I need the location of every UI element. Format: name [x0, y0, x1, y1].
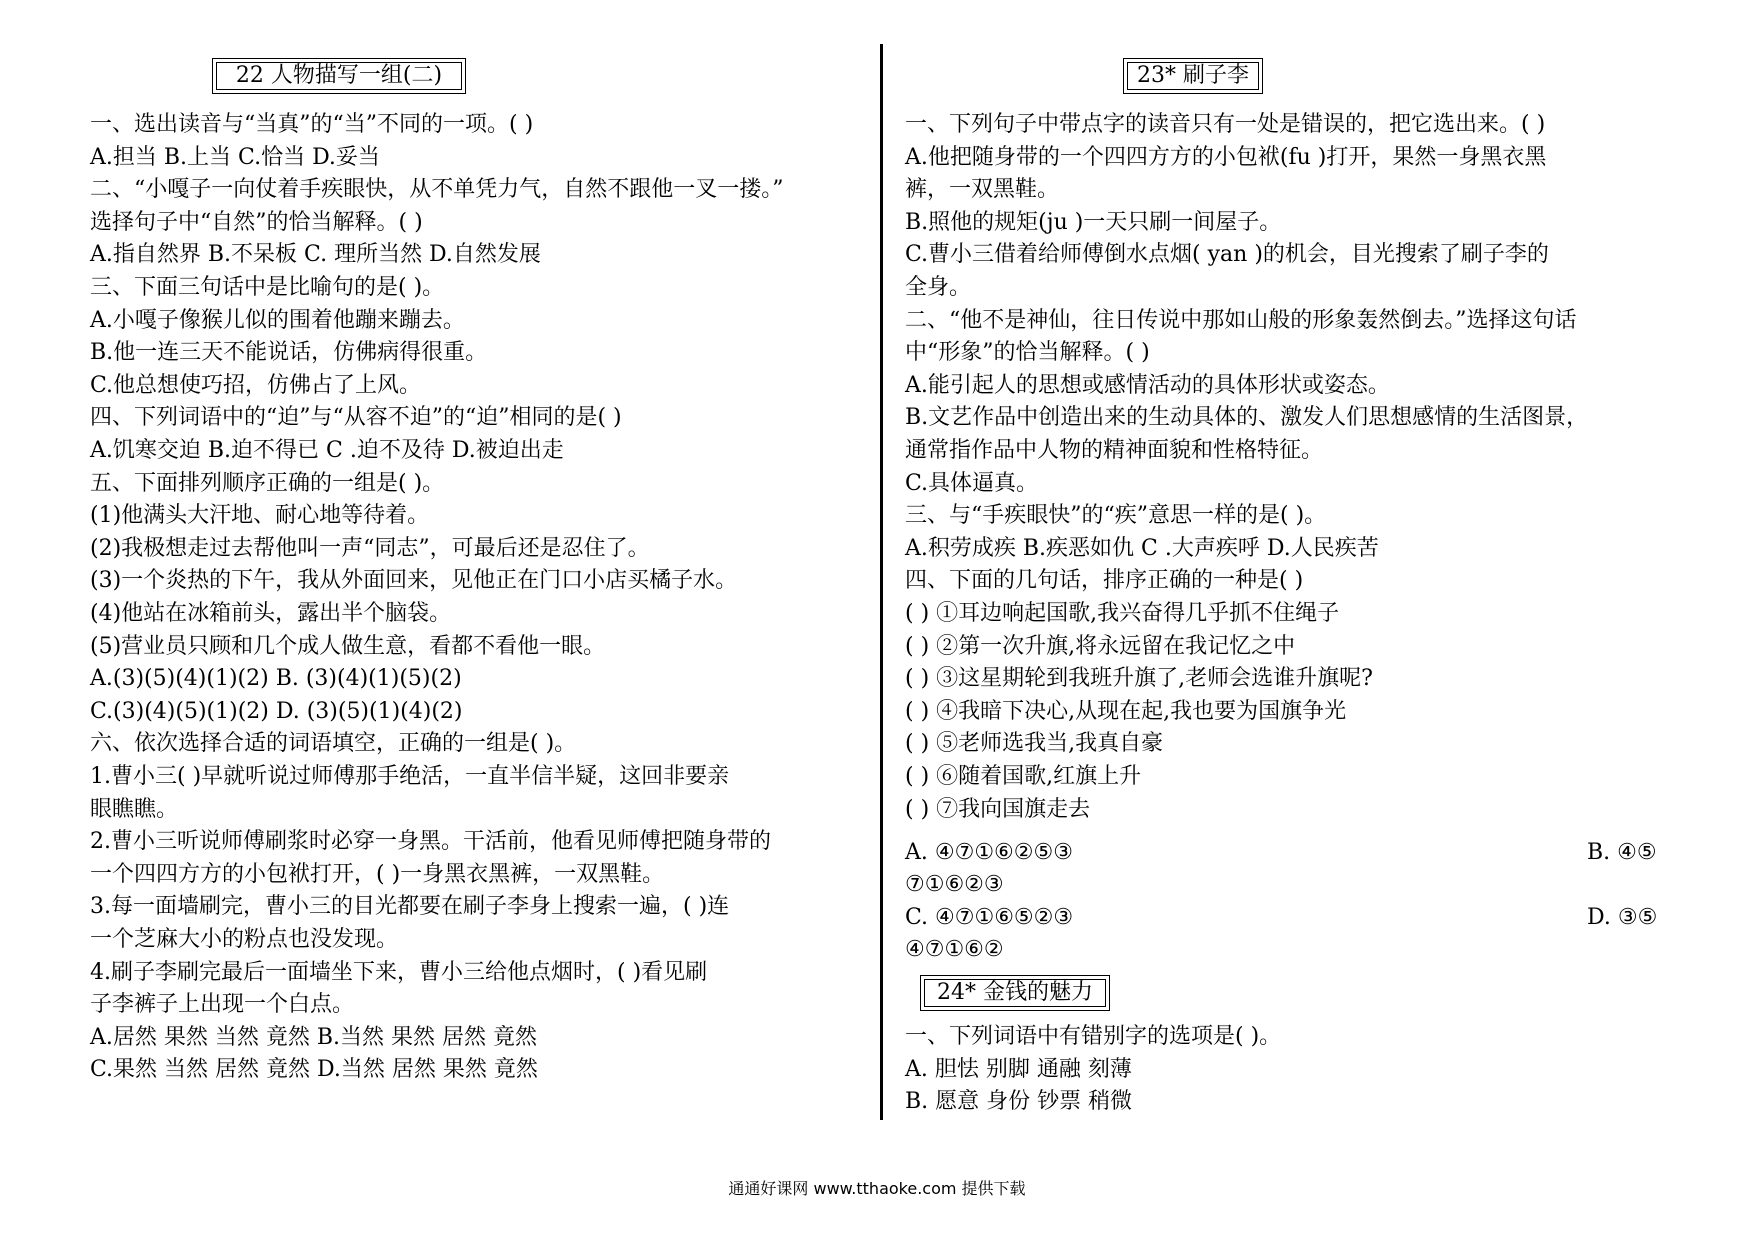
question-line: (2)我极想走过去帮他叫一声“同志”，可最后还是忍住了。	[90, 535, 650, 561]
option-c: C. ④⑦①⑥⑤②③	[905, 905, 1074, 930]
question-line: A.担当 B.上当 C.恰当 D.妥当	[90, 144, 380, 170]
footer-source: 通通好课网 www.tthaoke.com 提供下载	[728, 1179, 1026, 1198]
question-line: 一、选出读音与“当真”的“当”不同的一项。( )	[90, 112, 534, 137]
question-line: 四、下列词语中的“迫”与“从容不迫”的“迫”相同的是( )	[90, 405, 622, 431]
question-line: ( ) ⑥随着国歌,红旗上升	[905, 764, 1142, 789]
question-line: 裤，一双黑鞋。	[905, 177, 1060, 203]
question-line: 子李裤子上出现一个白点。	[90, 992, 355, 1018]
question-line: A.积劳成疾 B.疾恶如仇 C .大声疾呼 D.人民疾苦	[905, 535, 1379, 561]
question-line: 1.曹小三( )早就听说过师傅那手绝活，一直半信半疑，这回非要亲	[90, 764, 730, 789]
question-line: 二、“他不是神仙，往日传说中那如山般的形象轰然倒去。”选择这句话	[905, 307, 1577, 333]
question-line: A.能引起人的思想或感情活动的具体形状或姿态。	[905, 372, 1390, 398]
question-line: ( ) ③这星期轮到我班升旗了,老师会选谁升旗呢?	[905, 666, 1373, 692]
question-line: 2.曹小三听说师傅刷浆时必穿一身黑。干活前，他看见师傅把随身带的	[90, 829, 771, 855]
option-a-continued: ⑦①⑥②③	[905, 872, 1004, 897]
question-line: A.(3)(5)(4)(1)(2) B. (3)(4)(1)(5)(2)	[90, 666, 462, 692]
question-line: B. 愿意 身份 钞票 稍微	[905, 1089, 1133, 1115]
question-line: 一个芝麻大小的粉点也没发现。	[90, 927, 399, 952]
question-line: C.曹小三借着给师傅倒水点烟( yan )的机会，目光搜索了刷子李的	[905, 242, 1549, 268]
question-line: A.指自然界 B.不呆板 C. 理所当然 D.自然发展	[90, 242, 541, 268]
option-c-continued: ④⑦①⑥②	[905, 937, 1004, 962]
question-line: 全身。	[905, 275, 972, 300]
question-line: A. 胆怯 别脚 通融 刻薄	[905, 1056, 1132, 1082]
question-line: ( ) ⑤老师选我当,我真自豪	[905, 731, 1164, 757]
question-line: A.他把随身带的一个四四方方的小包袱(fu )打开，果然一身黑衣黑	[905, 144, 1547, 170]
question-line: 一个四四方方的小包袱打开，( )一身黑衣黑裤，一双黑鞋。	[90, 861, 665, 887]
question-line: B.照他的规矩(ju )一天只刷一间屋子。	[905, 209, 1282, 235]
question-line: 五、下面排列顺序正确的一组是( )。	[90, 470, 445, 496]
column-divider	[880, 44, 883, 1120]
option-d: D. ③⑤	[1587, 905, 1658, 930]
question-line: ( ) ②第一次升旗,将永远留在我记忆之中	[905, 633, 1296, 659]
question-line: (5)营业员只顾和几个成人做生意，看都不看他一眼。	[90, 633, 606, 659]
question-line: ( ) ④我暗下决心,从现在起,我也要为国旗争光	[905, 698, 1347, 724]
question-line: (1)他满头大汗地、耐心地等待着。	[90, 503, 430, 529]
lesson-24-title: 24* 金钱的魅力	[920, 975, 1110, 1011]
question-line: B.文艺作品中创造出来的生动具体的、激发人们思想感情的生活图景，	[905, 405, 1589, 431]
question-line: 二、“小嘎子一向仗着手疾眼快，从不单凭力气，自然不跟他一叉一搂。”	[90, 177, 784, 203]
question-line: C.(3)(4)(5)(1)(2) D. (3)(5)(1)(4)(2)	[90, 698, 463, 724]
question-line: ( ) ①耳边响起国歌,我兴奋得几乎抓不住绳子	[905, 601, 1340, 626]
question-line: 六、依次选择合适的词语填空，正确的一组是( )。	[90, 731, 577, 757]
question-line: 中“形象”的恰当解释。( )	[905, 340, 1150, 366]
question-line: 三、下面三句话中是比喻句的是( )。	[90, 275, 445, 300]
lesson-23-title: 23* 刷子李	[1123, 58, 1263, 94]
option-b: B. ④⑤	[1587, 840, 1657, 865]
question-line: ( ) ⑦我向国旗走去	[905, 796, 1091, 822]
question-line: 3.每一面墙刷完，曹小三的目光都要在刷子李身上搜索一遍，( )连	[90, 894, 730, 920]
question-line: 一、下列句子中带点字的读音只有一处是错误的，把它选出来。( )	[905, 112, 1546, 137]
question-line: C.他总想使巧招，仿佛占了上风。	[90, 372, 422, 398]
question-line: 一、下列词语中有错别字的选项是( )。	[905, 1024, 1282, 1049]
question-line: C.具体逼真。	[905, 470, 1039, 496]
question-line: A.饥寒交迫 B.迫不得已 C .迫不及待 D.被迫出走	[90, 438, 564, 463]
question-line: 眼瞧瞧。	[90, 796, 179, 822]
question-line: A.小嘎子像猴儿似的围着他蹦来蹦去。	[90, 307, 465, 333]
question-line: 三、与“手疾眼快”的“疾”意思一样的是( )。	[905, 503, 1327, 529]
question-line: C.果然 当然 居然 竟然 D.当然 居然 果然 竟然	[90, 1057, 538, 1083]
option-a: A. ④⑦①⑥②⑤③	[905, 840, 1073, 865]
question-line: A.居然 果然 当然 竟然 B.当然 果然 居然 竟然	[90, 1024, 537, 1050]
question-line: 选择句子中“自然”的恰当解释。( )	[90, 209, 423, 235]
question-line: B.他一连三天不能说话，仿佛病得很重。	[90, 340, 488, 366]
question-line: 通常指作品中人物的精神面貌和性格特征。	[905, 438, 1324, 463]
question-line: (4)他站在冰箱前头，露出半个脑袋。	[90, 601, 452, 626]
question-line: 4.刷子李刷完最后一面墙坐下来，曹小三给他点烟时，( )看见刷	[90, 959, 708, 985]
lesson-22-title: 22 人物描写一组(二)	[212, 58, 466, 94]
question-line: (3)一个炎热的下午，我从外面回来，见他正在门口小店买橘子水。	[90, 568, 738, 594]
question-line: 四、下面的几句话，排序正确的一种是( )	[905, 568, 1304, 594]
